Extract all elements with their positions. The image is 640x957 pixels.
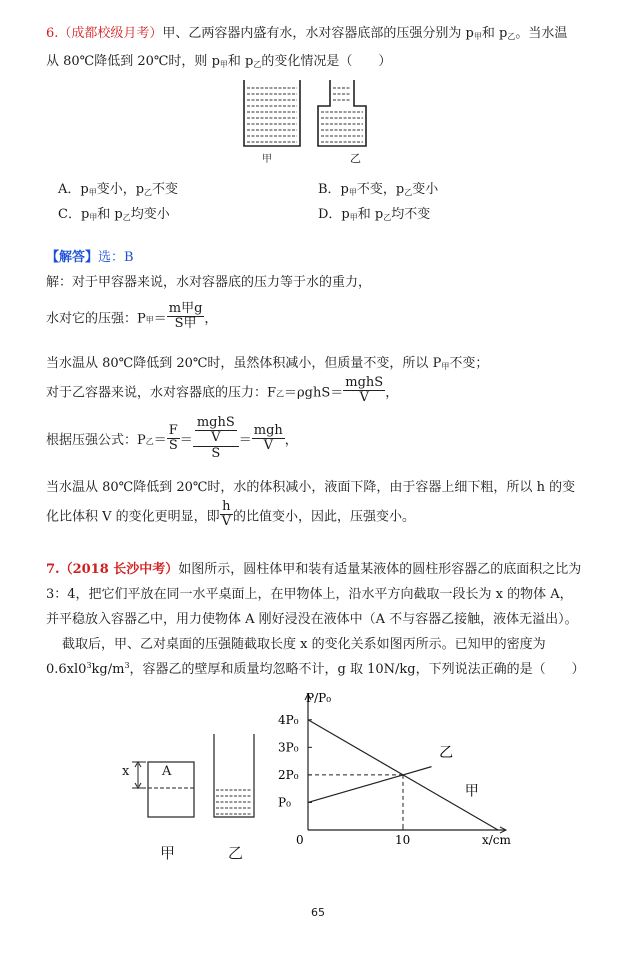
q7-source: （2018 长沙中考） bbox=[59, 562, 179, 577]
l4-sub: 乙 bbox=[276, 389, 285, 399]
q6-option-d[interactable] bbox=[318, 203, 430, 223]
l2-num: m甲g bbox=[168, 301, 203, 316]
q7-fig-jia: 甲 bbox=[160, 844, 176, 862]
l5-compound-num bbox=[193, 416, 239, 447]
l3-sub: 甲 bbox=[441, 362, 450, 371]
answer-line-4 bbox=[46, 376, 398, 406]
opt-d-sub1: 甲 bbox=[349, 213, 358, 222]
q7-sup2: 3 bbox=[124, 661, 130, 670]
l5-fraction-fs bbox=[167, 424, 180, 454]
l5-sub: 乙 bbox=[145, 436, 154, 446]
l2-eq: ＝ bbox=[153, 311, 167, 327]
answer-heading bbox=[46, 246, 134, 265]
q6-text-2b: 和 p bbox=[227, 54, 254, 69]
y-tick-label: 2P₀ bbox=[278, 767, 299, 782]
q6-text-1b: 和 p bbox=[481, 26, 508, 41]
q6-text-1a: 甲、乙两容器内盛有水，水对容器底部的压强分别为 p bbox=[162, 26, 474, 41]
l7-text: 化比体积 V 的变化更明显，即 bbox=[46, 509, 220, 525]
q7-fig-yi: 乙 bbox=[228, 844, 244, 862]
q6-fig-label-yi: 乙 bbox=[350, 152, 361, 165]
l5-compound-den: S bbox=[211, 445, 221, 461]
q7-fig-A: A bbox=[162, 764, 172, 779]
q6-sub-yi: 乙 bbox=[507, 32, 516, 41]
answer-line-2 bbox=[46, 302, 217, 332]
l2-sub: 甲 bbox=[145, 315, 154, 325]
q7-fig-x: x bbox=[122, 764, 130, 779]
liquid-yi bbox=[216, 790, 252, 814]
l5-inner-num: mghS bbox=[196, 415, 235, 430]
opt-d-end: 均不变 bbox=[391, 207, 431, 222]
l4-den: V bbox=[359, 390, 369, 406]
answer-line-3 bbox=[46, 352, 488, 372]
container-yi-q7 bbox=[214, 734, 254, 817]
series-line-yi bbox=[308, 767, 432, 803]
opt-a-end: 不变 bbox=[152, 182, 179, 197]
q7-density-c: ，容器乙的壁厚和质量均忽略不计，g 取 10N/kg，下列说法正确的是（ ） bbox=[129, 662, 585, 677]
opt-d-mid: 和 p bbox=[357, 207, 384, 222]
q7-density-a: 0.6xl0 bbox=[46, 662, 87, 677]
l3-end: 不变； bbox=[449, 356, 489, 371]
opt-d-label: D．p bbox=[318, 207, 350, 222]
opt-b-sub2: 乙 bbox=[404, 188, 413, 197]
series-label-yi: 乙 bbox=[439, 744, 454, 761]
answer-line-5 bbox=[46, 416, 298, 461]
q6-option-a[interactable] bbox=[58, 178, 178, 198]
x-dimension bbox=[132, 762, 146, 788]
opt-a-sub2: 乙 bbox=[144, 188, 153, 197]
q6-fig-label-jia: 甲 bbox=[262, 154, 272, 165]
answer-tag: 【解答】 bbox=[46, 250, 99, 265]
opt-b-end: 变小 bbox=[412, 182, 439, 197]
q7-line-3: 并平稳放入容器乙中，用力使物体 A 刚好浸没在液体中（A 不与容器乙接触，液体无溢出）。 bbox=[46, 612, 578, 627]
q6-line-2 bbox=[46, 50, 391, 70]
water-yi bbox=[321, 88, 363, 142]
x-axis-label: x/cm bbox=[482, 833, 511, 846]
y-tick-label: 3P₀ bbox=[278, 740, 299, 755]
opt-a-label: A．p bbox=[58, 182, 89, 197]
q6-option-c[interactable] bbox=[58, 203, 170, 223]
l5-end: ， bbox=[284, 432, 298, 448]
q6-option-b[interactable] bbox=[318, 178, 438, 198]
l5-eq3: ＝ bbox=[238, 432, 252, 448]
l5-inner-den: V bbox=[211, 430, 221, 446]
l4-mid: ＝ρghS＝ bbox=[284, 385, 344, 401]
l5-eq1: ＝ bbox=[153, 432, 167, 448]
l5-text: 根据压强公式：P bbox=[46, 432, 146, 448]
opt-c-sub2: 乙 bbox=[122, 213, 131, 222]
q6-text-1c: 。当水温 bbox=[515, 26, 568, 41]
answer-line-7 bbox=[46, 500, 415, 530]
q7-line-4: 截取后，甲、乙对桌面的压强随截取长度 x 的变化关系如图丙所示。已知甲的密度为 bbox=[62, 637, 546, 652]
q6-line-1 bbox=[46, 22, 567, 42]
opt-d-sub2: 乙 bbox=[383, 213, 392, 222]
opt-a-sub1: 甲 bbox=[88, 188, 97, 197]
q7-objects-figure bbox=[118, 732, 268, 832]
l7-fraction bbox=[220, 500, 233, 530]
l4-num: mghS bbox=[345, 375, 384, 390]
l2-end: ， bbox=[204, 311, 218, 327]
series-label-jia: 甲 bbox=[464, 783, 479, 800]
q7-line-2: 3：4，把它们平放在同一水平桌面上，在甲物体上，沿水平方向截取一段长为 x 的物体 A， bbox=[46, 587, 573, 602]
water-jia bbox=[247, 88, 297, 142]
l5-r-den: V bbox=[263, 437, 273, 453]
l5-compound-fraction bbox=[193, 416, 239, 461]
l2-den: S甲 bbox=[174, 316, 197, 332]
pressure-chart bbox=[276, 688, 512, 846]
answer-line-1: 解：对于甲容器来说，水对容器底的压力等于水的重力， bbox=[46, 275, 372, 290]
q7-sup1: 3 bbox=[86, 661, 92, 670]
l3-text: 当水温从 80℃降低到 20℃时，虽然体积减小，但质量不变，所以 P bbox=[46, 356, 442, 371]
y-tick-label: P₀ bbox=[278, 795, 291, 810]
opt-b-label: B．p bbox=[318, 182, 349, 197]
l5-eq2: ＝ bbox=[179, 432, 193, 448]
q6-text-2a: 从 80℃降低到 20℃时，则 p bbox=[46, 54, 220, 69]
q6-sub-yi-2: 乙 bbox=[253, 60, 262, 69]
q7-text-1: 如图所示，圆柱体甲和装有适量某液体的圆柱形容器乙的底面积之比为 bbox=[178, 562, 582, 577]
l7-end: 的比值变小，因此，压强变小。 bbox=[233, 509, 416, 525]
origin-label: 0 bbox=[296, 833, 304, 846]
q6-sub-jia-2: 甲 bbox=[219, 60, 228, 69]
l5-f-den: S bbox=[168, 437, 178, 453]
l2-text: 水对它的压强：P bbox=[46, 311, 146, 327]
opt-c-label: C．p bbox=[58, 207, 90, 222]
q7-line-5 bbox=[46, 658, 585, 677]
answer-line-6: 当水温从 80℃降低到 20℃时，水的体积减小，液面下降，由于容器上细下粗，所以 h 的变 bbox=[46, 480, 576, 495]
l5-f-num: F bbox=[168, 422, 178, 438]
y-tick-label: 4P₀ bbox=[278, 712, 299, 727]
q7-line-1 bbox=[46, 558, 581, 577]
opt-b-mid: 不变，p bbox=[356, 182, 405, 197]
opt-c-end: 均变小 bbox=[130, 207, 170, 222]
q7-number: 7. bbox=[46, 562, 60, 577]
l5-fraction-result bbox=[252, 424, 285, 454]
l4-fraction bbox=[343, 376, 385, 406]
page-number: 65 bbox=[311, 906, 325, 919]
x-tick-label: 10 bbox=[395, 833, 411, 846]
q6-sub-jia: 甲 bbox=[473, 32, 482, 41]
q6-number: 6. bbox=[46, 26, 59, 41]
y-axis-label: P/P₀ bbox=[306, 691, 332, 705]
opt-c-mid: 和 p bbox=[97, 207, 123, 222]
q6-source: （成都校级月考） bbox=[58, 26, 163, 41]
l2-fraction bbox=[167, 302, 205, 332]
answer-choice: 选：B bbox=[98, 250, 134, 265]
q6-text-2c: 的变化情况是（ ） bbox=[261, 54, 392, 69]
l5-r-num: mgh bbox=[253, 422, 283, 438]
q7-density-b: kg/m bbox=[91, 662, 125, 677]
l7-den: V bbox=[221, 514, 232, 530]
opt-c-sub1: 甲 bbox=[89, 213, 98, 222]
l4-end: ， bbox=[385, 385, 399, 401]
l7-num: h bbox=[220, 500, 233, 515]
opt-a-mid: 变小，p bbox=[96, 182, 145, 197]
l4-text: 对于乙容器来说，水对容器底的压力：F bbox=[46, 385, 277, 401]
opt-b-sub1: 甲 bbox=[348, 188, 357, 197]
